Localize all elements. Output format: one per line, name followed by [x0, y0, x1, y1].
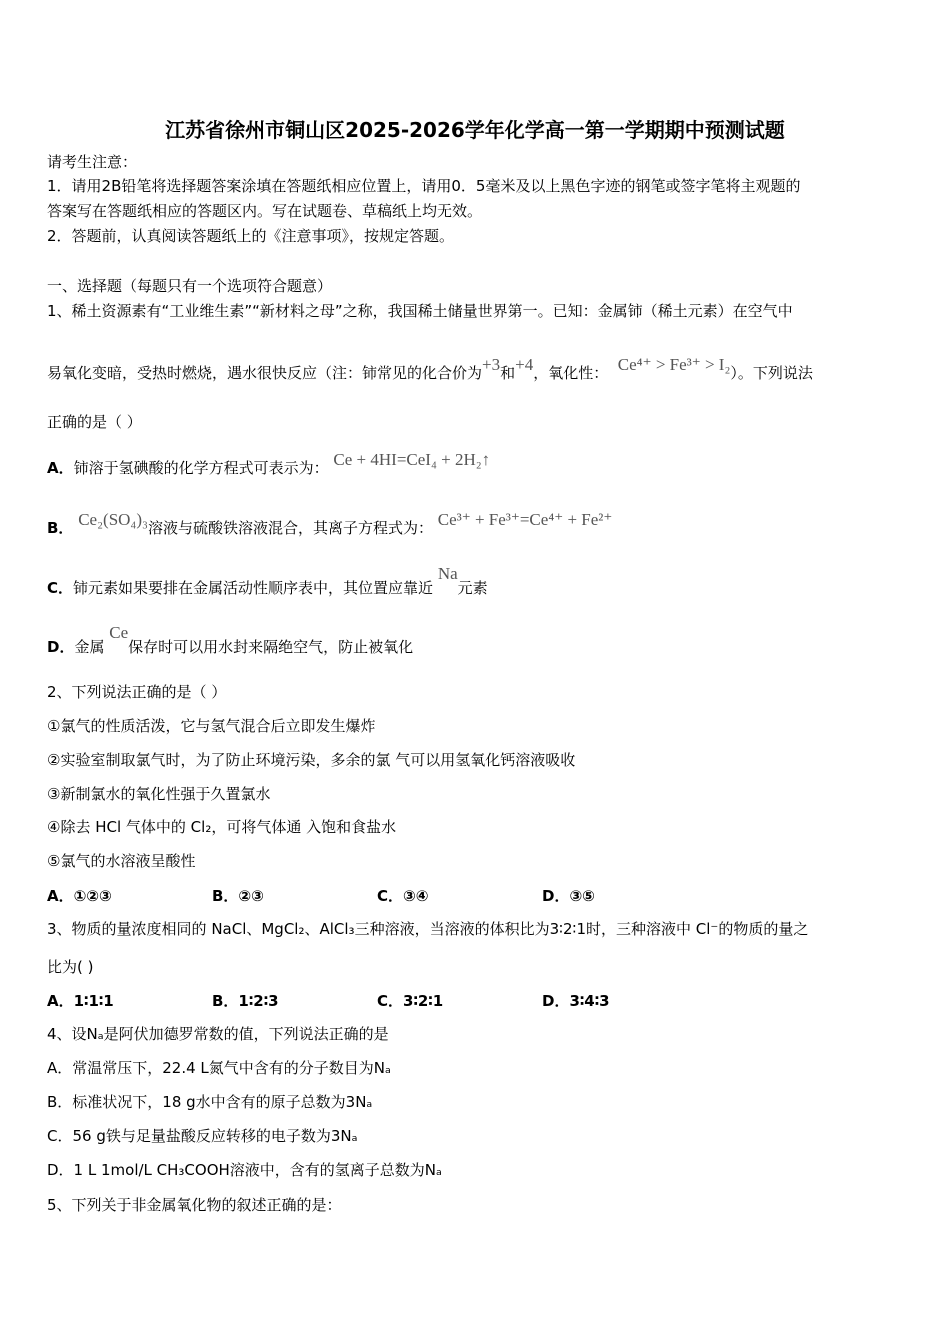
equation: Ce³⁺ + Fe³⁺=Ce⁴⁺ + Fe²⁺ [437, 510, 613, 529]
formula: Ce₂(SO₄)₃ [78, 510, 148, 529]
q1-option-c [47, 564, 488, 598]
q1-option-b [47, 510, 613, 538]
notice-item: 1．请用2B铅笔将选择题答案涂填在答题纸相应位置上，请用0．5毫米及以上黑色字迹的钢笔或签字笔将主观题的 [47, 177, 801, 195]
q4-option-d: D．1 L 1mol/L CH₃COOH溶液中，含有的氢离子总数为Nₐ [47, 1161, 442, 1179]
q3-option-b: B．1∶2∶3 [212, 992, 279, 1010]
q3-option-c: C．3∶2∶1 [377, 992, 444, 1010]
q2-option-d: D．③⑤ [542, 887, 595, 905]
formula: Na [437, 564, 458, 583]
text: 和 [500, 364, 516, 382]
option-label: B． [47, 519, 74, 537]
text: 保存时可以用水封来隔绝空气，防止被氧化 [128, 638, 414, 656]
notice-item: 2．答题前，认真阅读答题纸上的《注意事项》，按规定答题。 [47, 227, 455, 245]
text: 铈溶于氢碘酸的化学方程式可表示为： [73, 459, 329, 477]
q1-stem: 1、稀土资源素有“工业维生素”“新材料之母”之称，我国稀土储量世界第一。已知：金属铈（稀土元素）在空气中 [47, 302, 793, 320]
valence-formula: +3 [482, 355, 501, 374]
formula: Ce [109, 623, 129, 642]
valence-formula: +4 [515, 355, 534, 374]
section-heading: 一、选择题（每题只有一个选项符合题意） [47, 277, 333, 295]
q2-statement: ②实验室制取氯气时，为了防止环境污染，多余的氯 气可以用氢氧化钙溶液吸收 [47, 751, 576, 769]
q3-option-d: D．3∶4∶3 [542, 992, 610, 1010]
text: 铈元素如果要排在金属活动性顺序表中，其位置应靠近 [73, 579, 434, 597]
q5-stem: 5、下列关于非金属氧化物的叙述正确的是： [47, 1196, 342, 1214]
notice-item: 答案写在答题纸相应的答题区内。写在试题卷、草稿纸上均无效。 [47, 202, 483, 220]
q3-stem-line2: 比为( ) [47, 958, 94, 976]
q3-option-a: A．1∶1∶1 [47, 992, 114, 1010]
text: 溶液与硫酸铁溶液混合，其离子方程式为： [147, 519, 433, 537]
text: 金属 [74, 638, 105, 656]
option-label: C． [47, 579, 74, 597]
text: 易氧化变暗，受热时燃烧，遇水很快反应（注：铈常见的化合价为 [47, 364, 483, 382]
q2-statement: ⑤氯气的水溶液呈酸性 [47, 852, 196, 870]
notice-heading: 请考生注意： [47, 153, 138, 171]
q1-stem-line3: 正确的是（ ） [47, 413, 142, 431]
q2-option-a: A．①②③ [47, 887, 112, 905]
q1-stem-line2 [47, 355, 813, 383]
q1-option-a [47, 450, 491, 478]
q4-option-b: B．标准状况下，18 g水中含有的原子总数为3Nₐ [47, 1093, 373, 1111]
oxidation-formula: Ce⁴⁺ > Fe³⁺ > I₂ [617, 355, 731, 374]
q1-option-d [47, 623, 414, 657]
q4-option-c: C．56 g铁与足量盐酸反应转移的电子数为3Nₐ [47, 1127, 358, 1145]
option-label: A． [47, 459, 74, 477]
equation: Ce + 4HI=CeI₄ + 2H₂↑ [333, 450, 491, 469]
q2-statement: ①氯气的性质活泼，它与氢气混合后立即发生爆炸 [47, 717, 376, 735]
q2-option-c: C．③④ [377, 887, 429, 905]
option-label: D． [47, 638, 75, 656]
q2-stem: 2、下列说法正确的是（ ） [47, 683, 227, 701]
page-title: 江苏省徐州市铜山区2025-2026学年化学高一第一学期期中预测试题 [165, 118, 785, 142]
text: ）。下列说法 [730, 364, 813, 382]
q3-stem: 3、物质的量浓度相同的 NaCl、MgCl₂、AlCl₃三种溶液，当溶液的体积比为3∶2∶1时，三种溶液中 Cl⁻的物质的量之 [47, 920, 809, 938]
text: 元素 [457, 579, 488, 597]
q2-statement: ④除去 HCl 气体中的 Cl₂，可将气体通 入饱和食盐水 [47, 818, 397, 836]
text: ，氧化性： [533, 364, 609, 382]
q2-statement: ③新制氯水的氧化性强于久置氯水 [47, 785, 271, 803]
q4-stem: 4、设Nₐ是阿伏加德罗常数的值，下列说法正确的是 [47, 1025, 389, 1043]
q2-option-b: B．②③ [212, 887, 264, 905]
q4-option-a: A．常温常压下，22.4 L氮气中含有的分子数目为Nₐ [47, 1059, 391, 1077]
